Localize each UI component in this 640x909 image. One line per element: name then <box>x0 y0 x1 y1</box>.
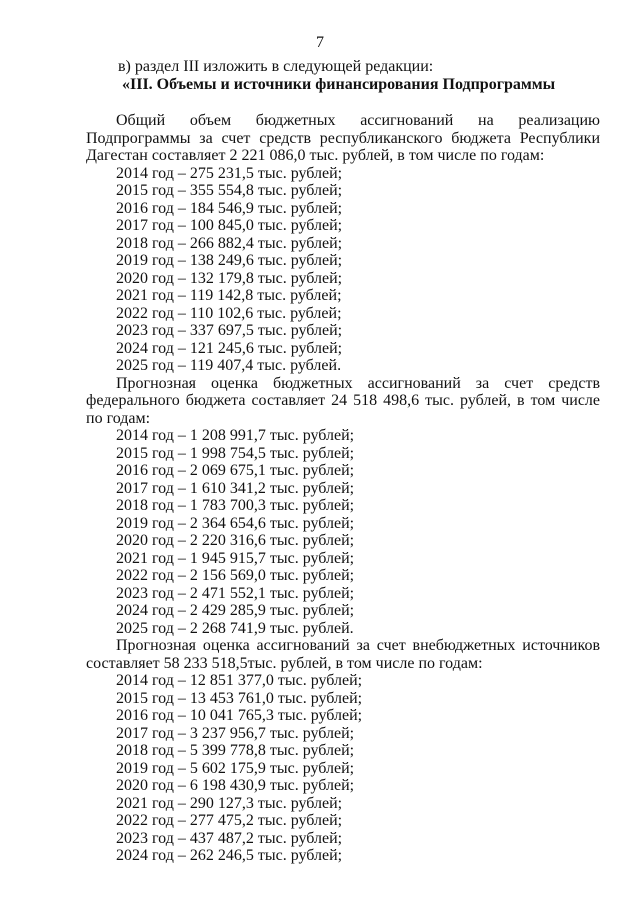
year-amount-line: 2025 год – 119 407,4 тыс. рублей. <box>116 357 342 374</box>
year-amount-line: 2024 год – 121 245,6 тыс. рублей; <box>116 339 343 357</box>
year-amount-line: 2020 год – 2 220 316,6 тыс. рублей; <box>116 532 355 549</box>
year-amount-line: 2023 год – 2 471 552,1 тыс. рублей; <box>116 584 355 602</box>
year-amount-line: 2018 год – 1 783 700,3 тыс. рублей; <box>116 497 355 514</box>
year-amount-line: 2015 год – 1 998 754,5 тыс. рублей; <box>116 444 355 462</box>
year-amount-line: 2020 год – 6 198 430,9 тыс. рублей; <box>116 777 355 794</box>
year-amount-line: 2018 год – 5 399 778,8 тыс. рублей; <box>116 742 355 759</box>
year-amount-line: 2022 год – 110 102,6 тыс. рублей; <box>116 304 342 322</box>
year-amount-line: 2020 год – 132 179,8 тыс. рублей; <box>116 269 343 287</box>
year-amount-line: 2024 год – 262 246,5 тыс. рублей; <box>116 847 343 864</box>
year-amount-line: 2019 год – 2 364 654,6 тыс. рублей; <box>116 514 355 532</box>
year-amount-line: 2016 год – 184 546,9 тыс. рублей; <box>116 199 343 217</box>
year-amount-line: 2021 год – 1 945 915,7 тыс. рублей; <box>116 549 355 567</box>
year-amount-line: 2021 год – 119 142,8 тыс. рублей; <box>116 287 342 304</box>
year-amount-line: 2022 год – 2 156 569,0 тыс. рублей; <box>116 567 355 584</box>
year-amount-line: 2017 год – 100 845,0 тыс. рублей; <box>116 217 343 234</box>
year-amount-line: 2018 год – 266 882,4 тыс. рублей; <box>116 234 343 252</box>
funding-paragraph: Общий объем бюджетных ассигнований на реализацию Подпрограммы за счет средств республиканского бюджета Республики Дагестан составляет 2 221 086,0 тыс. рублей, в том числе по годам: <box>86 112 600 164</box>
year-amount-line: 2023 год – 437 487,2 тыс. рублей; <box>116 829 343 847</box>
year-amount-line: 2014 год – 275 231,5 тыс. рублей; <box>116 164 343 182</box>
year-amount-line: 2021 год – 290 127,3 тыс. рублей; <box>116 794 343 812</box>
section-heading: «III. Объемы и источники финансирования Подпрограммы <box>122 76 556 93</box>
funding-paragraph: Прогнозная оценка ассигнований за счет внебюджетных источников составляет 58 233 518,5тыс. рублей, в том числе по годам: <box>86 637 600 672</box>
year-amount-line: 2017 год – 3 237 956,7 тыс. рублей; <box>116 724 355 742</box>
year-amount-line: 2015 год – 13 453 761,0 тыс. рублей; <box>116 689 363 707</box>
year-amount-line: 2023 год – 337 697,5 тыс. рублей; <box>116 322 343 339</box>
funding-paragraph: Прогнозная оценка бюджетных ассигнований за счет средств федерального бюджета составляет 24 518 498,6 тыс. рублей, в том числе по годам: <box>86 374 600 427</box>
year-amount-line: 2017 год – 1 610 341,2 тыс. рублей; <box>116 479 355 497</box>
year-amount-line: 2016 год – 2 069 675,1 тыс. рублей; <box>116 462 355 479</box>
year-amount-line: 2016 год – 10 041 765,3 тыс. рублей; <box>116 707 363 724</box>
year-amount-line: 2014 год – 1 208 991,7 тыс. рублей; <box>116 427 355 444</box>
document-body <box>86 112 600 865</box>
amendment-intro: в) раздел III изложить в следующей редакции: <box>118 58 434 75</box>
year-amount-line: 2019 год – 5 602 175,9 тыс. рублей; <box>116 759 355 777</box>
page-number: 7 <box>316 34 324 51</box>
year-amount-line: 2015 год – 355 554,8 тыс. рублей; <box>116 182 343 199</box>
year-amount-line: 2022 год – 277 475,2 тыс. рублей; <box>116 812 343 829</box>
year-amount-line: 2019 год – 138 249,6 тыс. рублей; <box>116 252 343 269</box>
year-amount-line: 2024 год – 2 429 285,9 тыс. рублей; <box>116 602 355 619</box>
year-amount-line: 2014 год – 12 851 377,0 тыс. рублей; <box>116 672 363 689</box>
year-amount-line: 2025 год – 2 268 741,9 тыс. рублей. <box>116 619 354 637</box>
